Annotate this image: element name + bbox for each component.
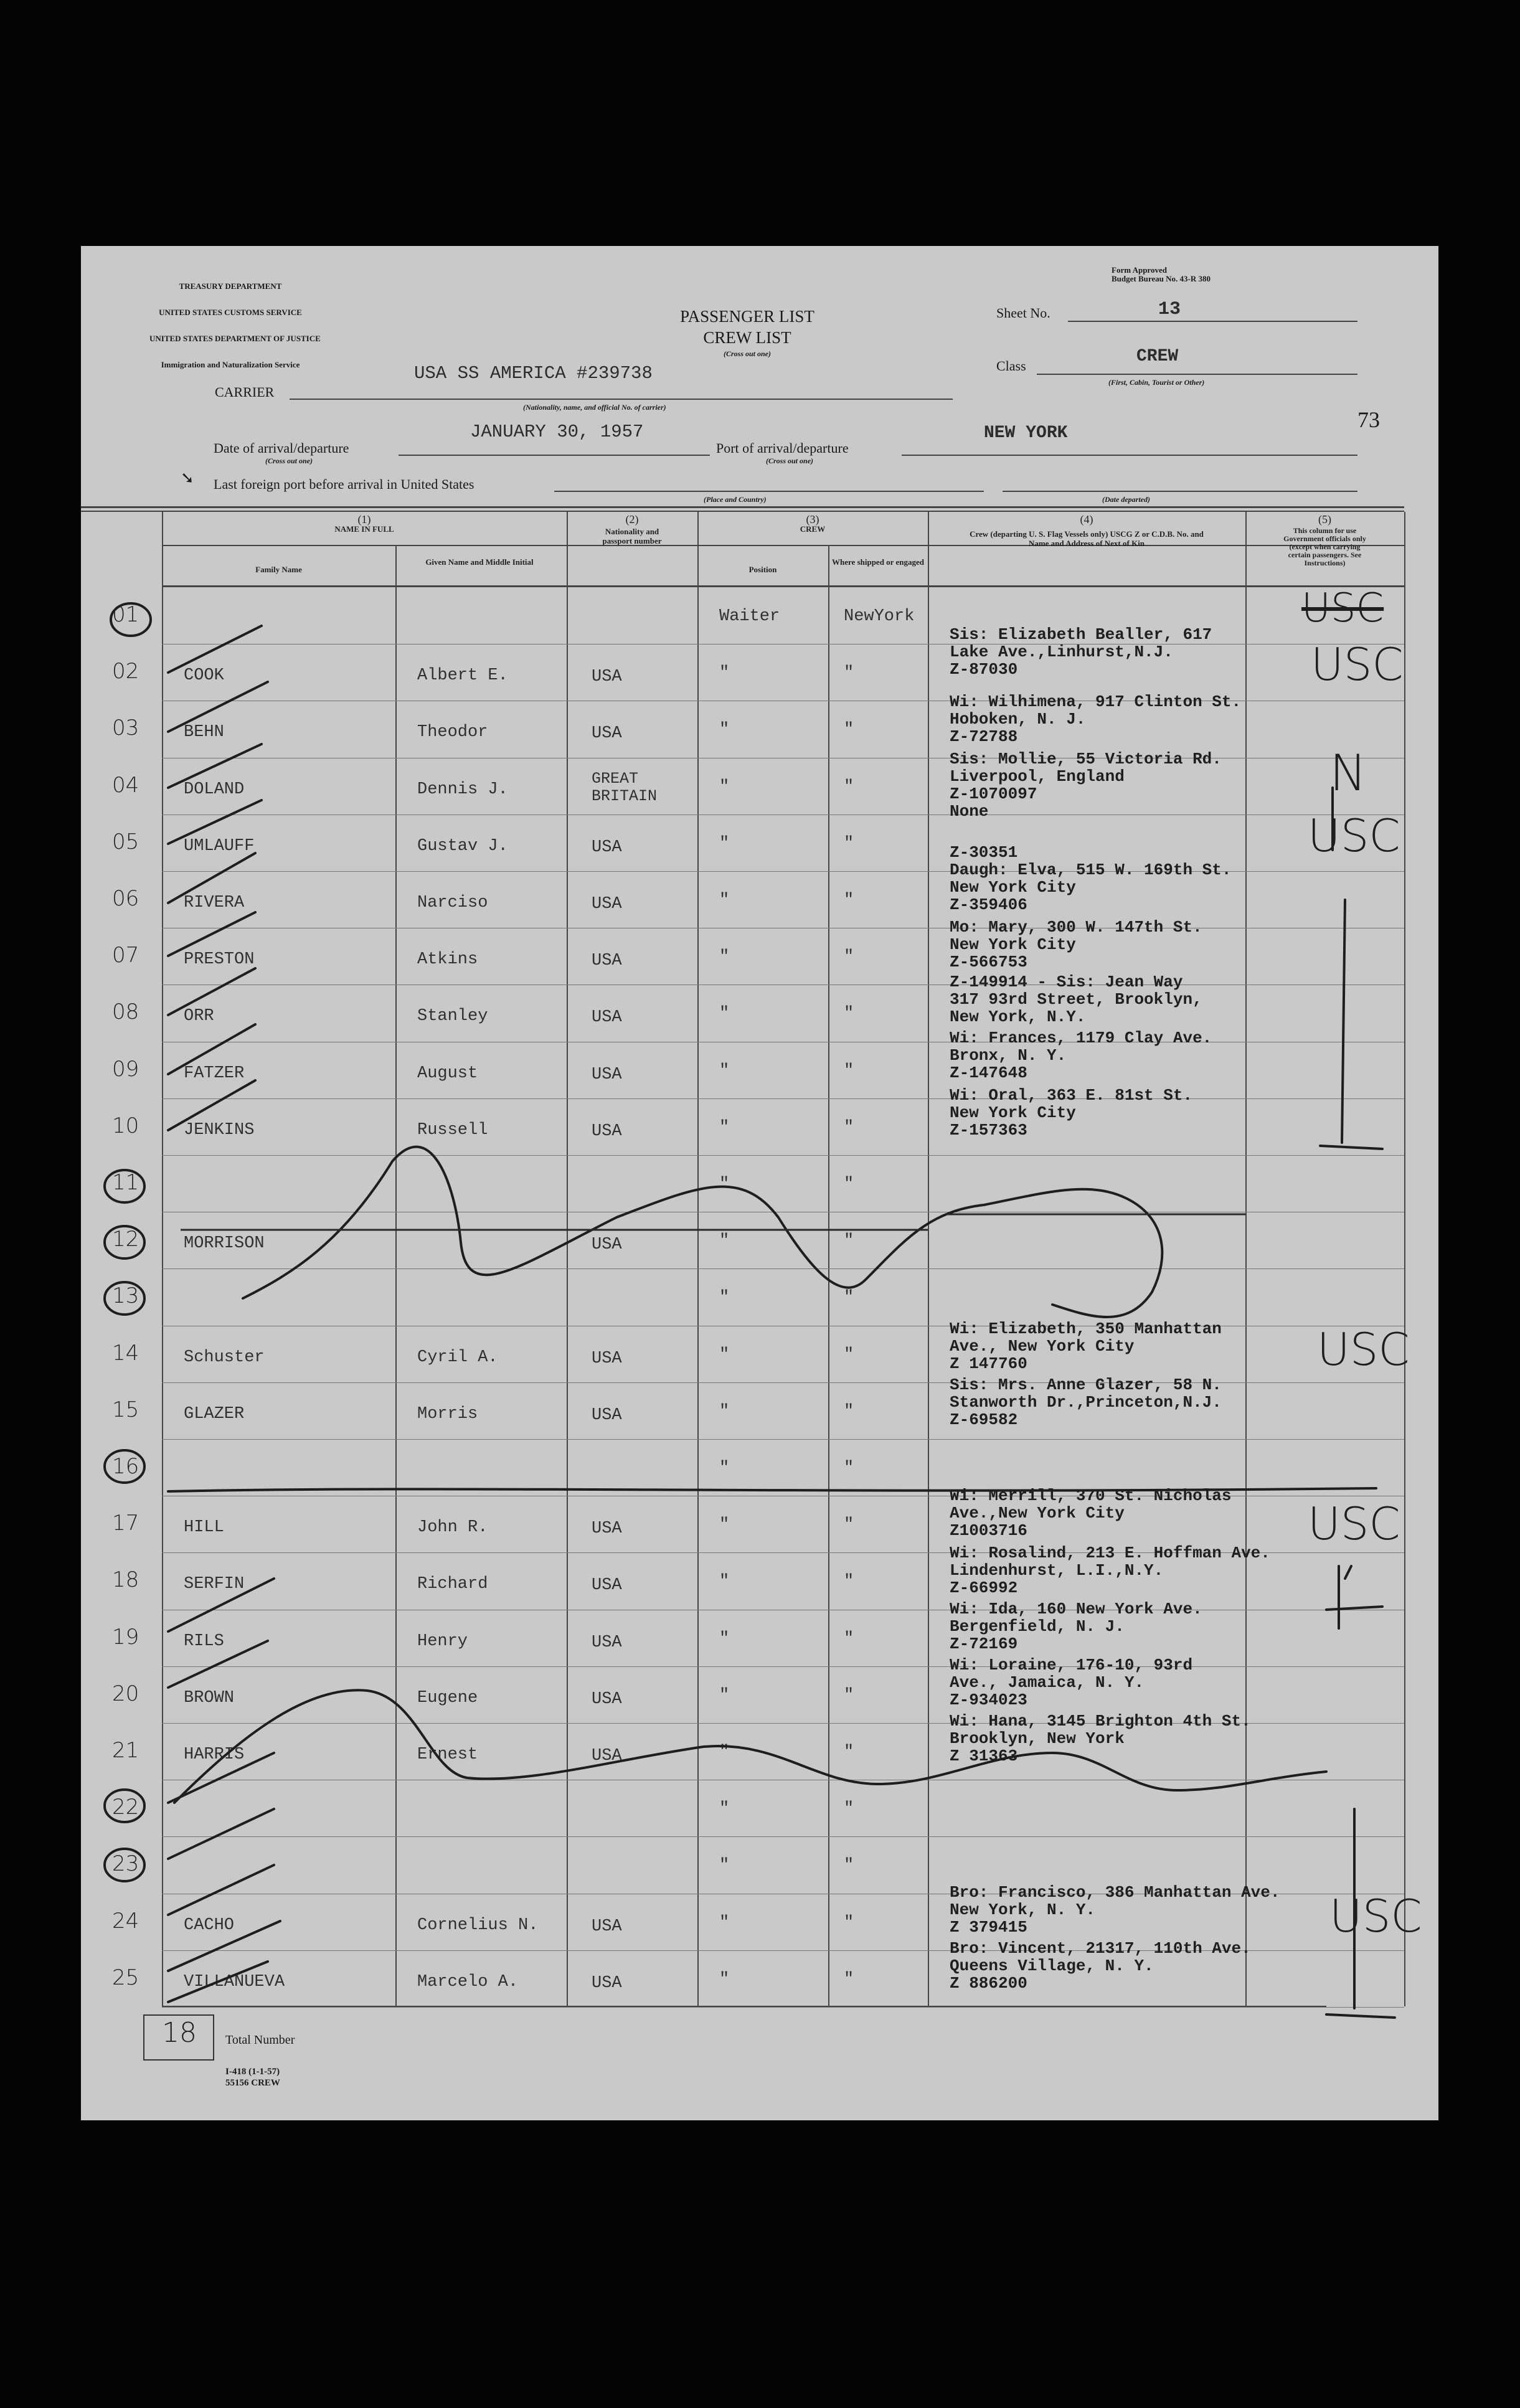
position: " xyxy=(719,1402,730,1421)
col3b-header: Where shipped or engaged xyxy=(832,557,924,567)
given-name: Henry xyxy=(417,1631,468,1651)
title-passenger-list: PASSENGER LIST xyxy=(680,307,814,326)
col4-number: (4) xyxy=(1080,513,1093,526)
position: " xyxy=(719,1629,730,1648)
position: " xyxy=(719,664,730,683)
position: " xyxy=(719,1686,730,1705)
form-approved: Form Approved xyxy=(1112,265,1167,275)
family-name: JENKINS xyxy=(184,1120,255,1140)
check-mark-06 xyxy=(168,853,255,903)
official-mark-4: USC xyxy=(1317,1323,1410,1376)
next-of-kin-entry: Wi: Ida, 160 New York Ave. Bergenfield, N. J. Z-72169 xyxy=(950,1600,1202,1653)
where-shipped: " xyxy=(844,891,854,910)
check-mark-02 xyxy=(168,626,262,673)
next-of-kin-entry: Wi: Merrill, 370 St. Nicholas Ave.,New York City Z1003716 xyxy=(950,1486,1232,1540)
nationality: USA xyxy=(592,1576,622,1595)
col1-number: (1) xyxy=(357,513,371,526)
nationality: USA xyxy=(592,1917,622,1936)
next-of-kin-entry: Mo: Mary, 300 W. 147th St. New York City Z-566753 xyxy=(950,918,1202,971)
nationality: USA xyxy=(592,1349,622,1368)
check-mark-09 xyxy=(168,1024,255,1074)
col1-title: NAME IN FULL xyxy=(334,524,394,534)
nationality: USA xyxy=(592,1747,622,1765)
position: " xyxy=(719,1516,730,1535)
col2-number: (2) xyxy=(625,513,639,526)
row-number: 13 xyxy=(112,1283,139,1309)
row-number: 11 xyxy=(112,1170,139,1195)
class-label: Class xyxy=(996,358,1026,374)
row-number: 21 xyxy=(112,1738,139,1763)
position: " xyxy=(719,777,730,796)
next-of-kin-entry: Sis: Elizabeth Bealler, 617 Lake Ave.,Linhurst,N.J. Z-87030 xyxy=(950,625,1212,679)
date-note: (Cross out one) xyxy=(265,456,313,465)
where-shipped: " xyxy=(844,1800,854,1819)
position: " xyxy=(719,891,730,910)
row-number: 06 xyxy=(112,886,139,911)
next-of-kin-entry: Wi: Oral, 363 E. 81st St. New York City Z-157363 xyxy=(950,1086,1193,1140)
given-name: Marcelo A. xyxy=(417,1972,519,1991)
given-name: Albert E. xyxy=(417,666,508,686)
family-name: UMLAUFF xyxy=(184,836,255,856)
position: " xyxy=(719,1118,730,1137)
given-name: August xyxy=(417,1064,478,1083)
place-note: (Place and Country) xyxy=(704,495,767,504)
date-label: Date of arrival/departure xyxy=(214,440,349,456)
family-name: ORR xyxy=(184,1007,214,1026)
col1b-header: Given Name and Middle Initial xyxy=(425,557,534,567)
check-mark-05 xyxy=(168,800,262,844)
row-number: 12 xyxy=(112,1227,139,1252)
position: " xyxy=(719,1175,730,1194)
date-departed-note: (Date departed) xyxy=(1102,495,1150,504)
given-name: Gustav J. xyxy=(417,836,508,856)
where-shipped: " xyxy=(844,1686,854,1705)
row-number: 23 xyxy=(112,1851,139,1877)
col4-title: Crew (departing U. S. Flag Vessels only) USCG Z or C.D.B. No. and Name and Address of Next of Kin xyxy=(970,529,1204,548)
check-mark-04 xyxy=(168,744,262,788)
page-number: 73 xyxy=(1357,407,1380,432)
where-shipped: " xyxy=(844,1629,854,1648)
nationality: USA xyxy=(592,1121,622,1141)
position: " xyxy=(719,1970,730,1989)
where-shipped: " xyxy=(844,1118,854,1137)
check-mark-21 xyxy=(168,1962,268,2002)
nationality: USA xyxy=(592,895,622,914)
check-mark-14 xyxy=(168,1579,274,1631)
where-shipped: " xyxy=(844,1572,854,1592)
given-name: Narciso xyxy=(417,894,488,912)
given-name: Morris xyxy=(417,1404,478,1424)
family-name: Schuster xyxy=(184,1348,265,1367)
nationality: USA xyxy=(592,1065,622,1084)
nationality: USA xyxy=(592,838,622,857)
row-number: 15 xyxy=(112,1397,139,1422)
total-number-value: 18 xyxy=(162,2017,197,2049)
family-name: RIVERA xyxy=(184,894,245,912)
row-number: 10 xyxy=(112,1113,139,1138)
official-mark-6: USC xyxy=(1329,1890,1422,1942)
where-shipped: " xyxy=(844,777,854,796)
nationality: USA xyxy=(592,668,622,687)
family-name: DOLAND xyxy=(184,780,245,799)
where-shipped: " xyxy=(844,1856,854,1876)
where-shipped: " xyxy=(844,1232,854,1251)
family-name: PRESTON xyxy=(184,950,255,970)
next-of-kin-entry: Wi: Elizabeth, 350 Manhattan Ave., New York City Z 147760 xyxy=(950,1320,1222,1373)
cross-out-note: (Cross out one) xyxy=(723,349,771,358)
row-number: 08 xyxy=(112,999,139,1025)
agency-line-4: Immigration and Naturalization Service xyxy=(161,360,300,369)
family-name: VILLANUEVA xyxy=(184,1972,285,1991)
next-of-kin-entry: Daugh: Elva, 515 W. 169th St. New York City Z-359406 xyxy=(950,861,1232,914)
row-number: 14 xyxy=(112,1340,139,1366)
official-mark-1: USC xyxy=(1311,638,1404,691)
arrow-mark: ➘ xyxy=(181,469,194,487)
position: " xyxy=(719,1288,730,1308)
check-mark-18 xyxy=(168,1809,274,1859)
position: " xyxy=(719,1572,730,1592)
where-shipped: " xyxy=(844,720,854,740)
position: " xyxy=(719,1061,730,1080)
col5-title: This column for use Government officials only (except when carrying certain passengers. See Instructions) xyxy=(1283,526,1366,567)
where-shipped: " xyxy=(844,1288,854,1308)
nationality: USA xyxy=(592,1519,622,1539)
next-of-kin-entry: Z-30351 xyxy=(950,843,1018,862)
next-of-kin-entry: Wi: Loraine, 176-10, 93rd Ave., Jamaica, N. Y. Z-934023 xyxy=(950,1656,1193,1709)
official-mark-2: N xyxy=(1329,744,1367,802)
where-shipped: " xyxy=(844,1459,854,1478)
row-number: 04 xyxy=(112,772,139,798)
next-of-kin-entry: Bro: Francisco, 386 Manhattan Ave. New York, N. Y. Z 379415 xyxy=(950,1883,1280,1937)
nationality: USA xyxy=(592,951,622,971)
row-number: 18 xyxy=(112,1567,139,1593)
total-number-box xyxy=(143,2014,214,2061)
row-number: 02 xyxy=(112,659,139,684)
next-of-kin-entry: Wi: Hana, 3145 Brighton 4th St. Brooklyn, New York Z 31363 xyxy=(950,1712,1251,1765)
port-note: (Cross out one) xyxy=(766,456,814,465)
sheet-number: 13 xyxy=(1158,299,1181,320)
crew-list-sheet xyxy=(81,246,1438,2120)
given-name: Stanley xyxy=(417,1007,488,1026)
nationality: USA xyxy=(592,1689,622,1709)
position: " xyxy=(719,1743,730,1762)
nationality: USA xyxy=(592,1405,622,1425)
position: " xyxy=(719,720,730,740)
check-mark-08 xyxy=(168,968,255,1015)
family-name: HARRIS xyxy=(184,1745,245,1764)
nationality: USA xyxy=(592,1008,622,1027)
check-mark-07 xyxy=(168,912,255,956)
given-name: Cyril A. xyxy=(417,1348,498,1367)
family-name: GLAZER xyxy=(184,1404,245,1424)
row-number: 07 xyxy=(112,943,139,968)
row-number: 05 xyxy=(112,829,139,854)
class-note: (First, Cabin, Tourist or Other) xyxy=(1108,378,1205,387)
where-shipped: " xyxy=(844,1004,854,1024)
nationality: USA xyxy=(592,1973,622,1993)
row-number: 24 xyxy=(112,1908,139,1933)
where-shipped: " xyxy=(844,664,854,683)
position: " xyxy=(719,1004,730,1024)
form-number: I-418 (1-1-57) xyxy=(225,2067,280,2077)
where-shipped: " xyxy=(844,1061,854,1080)
sheet-label: Sheet No. xyxy=(996,305,1050,321)
title-crew-list: CREW LIST xyxy=(703,328,791,347)
given-name: Dennis J. xyxy=(417,780,508,799)
given-name: Ernest xyxy=(417,1745,478,1764)
row-number: 17 xyxy=(112,1511,139,1536)
next-of-kin-entry: Z-149914 - Sis: Jean Way 317 93rd Street, Brooklyn, New York, N.Y. xyxy=(950,973,1202,1026)
nationality: USA xyxy=(592,724,622,744)
where-shipped: " xyxy=(844,1743,854,1762)
family-name: HILL xyxy=(184,1518,224,1537)
where-shipped: " xyxy=(844,1175,854,1194)
budget-number: Budget Bureau No. 43-R 380 xyxy=(1112,274,1211,283)
check-mark-10 xyxy=(168,1080,255,1130)
nationality: USA xyxy=(592,1633,622,1652)
family-name: MORRISON xyxy=(184,1234,265,1254)
next-of-kin-entry: Wi: Rosalind, 213 E. Hoffman Ave. Lindenhurst, L.I.,N.Y. Z-66992 xyxy=(950,1544,1270,1597)
where-shipped: " xyxy=(844,1970,854,1989)
position: " xyxy=(719,1232,730,1251)
family-name: COOK xyxy=(184,666,224,686)
official-mark-5: USC xyxy=(1308,1498,1400,1550)
given-name: John R. xyxy=(417,1518,488,1537)
row-number: 25 xyxy=(112,1965,139,1990)
given-name: Russell xyxy=(417,1120,488,1140)
date-value: JANUARY 30, 1957 xyxy=(470,422,644,442)
agency-line-2: UNITED STATES CUSTOMS SERVICE xyxy=(159,308,302,317)
col1a-header: Family Name xyxy=(255,565,302,574)
carrier-label: CARRIER xyxy=(215,384,275,400)
where-shipped: NewYork xyxy=(844,607,915,626)
col2-title: Nationality and passport number xyxy=(602,527,662,545)
agency-line-1: TREASURY DEPARTMENT xyxy=(179,281,282,291)
position: Waiter xyxy=(719,607,780,626)
family-name: BEHN xyxy=(184,723,224,742)
check-mark-19 xyxy=(168,1865,274,1915)
last-port-label: Last foreign port before arrival in United States xyxy=(214,476,474,492)
family-name: SERFIN xyxy=(184,1575,245,1594)
given-name: Eugene xyxy=(417,1688,478,1707)
row-number: 19 xyxy=(112,1624,139,1650)
row-number: 09 xyxy=(112,1056,139,1082)
port-value: NEW YORK xyxy=(984,423,1068,443)
row-number: 22 xyxy=(112,1795,139,1820)
where-shipped: " xyxy=(844,1913,854,1932)
family-name: RILS xyxy=(184,1631,224,1651)
given-name: Atkins xyxy=(417,950,478,970)
next-of-kin-entry: Wi: Wilhimena, 917 Clinton St. Hoboken, N. J. Z-72788 xyxy=(950,692,1242,746)
family-name: CACHO xyxy=(184,1915,235,1935)
where-shipped: " xyxy=(844,1345,854,1364)
where-shipped: " xyxy=(844,1516,854,1535)
position: " xyxy=(719,948,730,967)
carrier-value: USA SS AMERICA #239738 xyxy=(414,363,653,384)
position: " xyxy=(719,1345,730,1364)
col3-title: CREW xyxy=(800,524,826,534)
carrier-note: (Nationality, name, and official No. of carrier) xyxy=(523,403,666,412)
where-shipped: " xyxy=(844,948,854,967)
next-of-kin-entry: Wi: Frances, 1179 Clay Ave. Bronx, N. Y. Z-147648 xyxy=(950,1029,1212,1082)
row-number: 03 xyxy=(112,715,139,741)
position: " xyxy=(719,1459,730,1478)
row-number: 20 xyxy=(112,1681,139,1706)
given-name: Cornelius N. xyxy=(417,1915,539,1935)
where-shipped: " xyxy=(844,834,854,853)
position: " xyxy=(719,1856,730,1876)
check-mark-03 xyxy=(168,682,268,732)
next-of-kin-entry: Bro: Vincent, 21317, 110th Ave. Queens Village, N. Y. Z 886200 xyxy=(950,1939,1251,1993)
agency-line-3: UNITED STATES DEPARTMENT OF JUSTICE xyxy=(149,334,321,343)
nationality: GREAT BRITAIN xyxy=(592,769,658,805)
col3a-header: Position xyxy=(748,565,777,574)
handwritten-strokes xyxy=(81,246,1438,2120)
family-name: FATZER xyxy=(184,1064,245,1083)
row-number: 16 xyxy=(112,1454,139,1479)
col3-number: (3) xyxy=(806,513,819,526)
row-number: 01 xyxy=(112,602,139,627)
next-of-kin-entry: Sis: Mrs. Anne Glazer, 58 N. Stanworth Dr.,Princeton,N.J. Z-69582 xyxy=(950,1376,1222,1429)
given-name: Theodor xyxy=(417,723,488,742)
family-name: BROWN xyxy=(184,1688,235,1707)
crew-code: 55156 CREW xyxy=(225,2078,280,2088)
where-shipped: " xyxy=(844,1402,854,1421)
position: " xyxy=(719,1913,730,1932)
class-value: CREW xyxy=(1136,347,1179,366)
position: " xyxy=(719,1800,730,1819)
given-name: Richard xyxy=(417,1575,488,1594)
check-mark-15 xyxy=(168,1641,268,1688)
port-label: Port of arrival/departure xyxy=(716,440,849,456)
col5-number: (5) xyxy=(1318,513,1331,526)
official-mark-3: USC xyxy=(1308,810,1400,862)
total-number-label: Total Number xyxy=(225,2033,295,2047)
official-mark-crossed: USC xyxy=(1301,585,1384,631)
nationality: USA xyxy=(592,1235,622,1255)
position: " xyxy=(719,834,730,853)
next-of-kin-entry: Sis: Mollie, 55 Victoria Rd. Liverpool, England Z-1070097 None xyxy=(950,750,1222,821)
